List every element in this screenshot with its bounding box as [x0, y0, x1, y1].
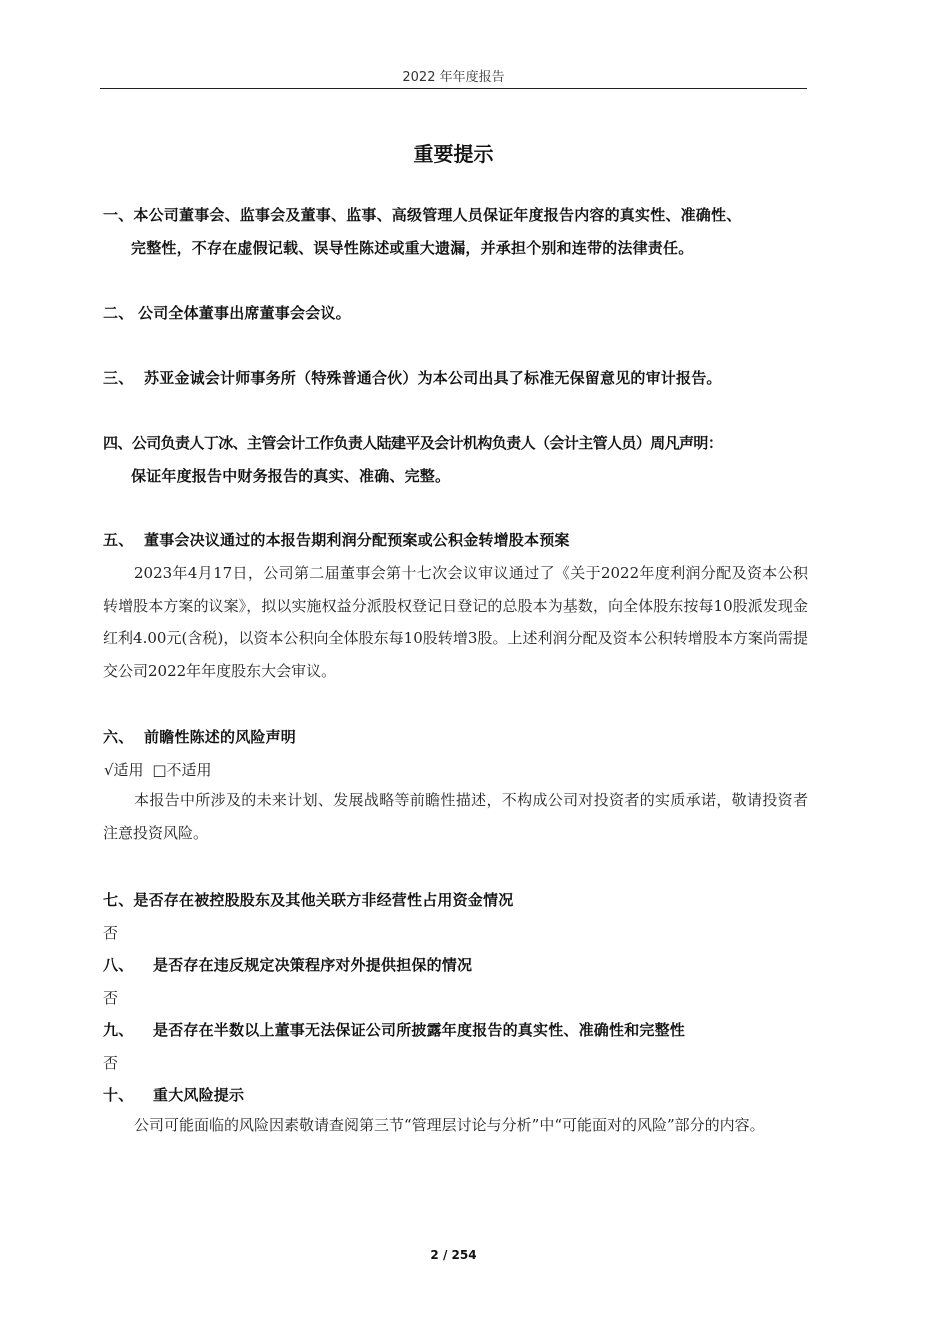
section-4-heading-cont: 保证年度报告中财务报告的真实、准确、完整。	[131, 467, 451, 485]
section-1-heading: 一、本公司董事会、监事会及董事、监事、高级管理人员保证年度报告内容的真实性、准确性、	[103, 206, 742, 224]
section-8-answer: 否	[103, 989, 119, 1007]
checkbox-applicable: √适用	[104, 761, 144, 779]
section-10-heading: 十、 重大风险提示	[103, 1086, 245, 1104]
section-5-body: 2023年4月17日，公司第二届董事会第十七次会议审议通过了《关于2022年度利润分配及资本公积转增股本方案的议案》，拟以实施权益分派股权登记日登记的总股本为基数，向全体股东按每10股派发现金红利4.00元(含税)，以资本公积向全体股东每10股转增3股。上述利润分配及资本公积转增股本方案尚需提交公司2022年年度股东大会审议。	[103, 564, 808, 680]
section-10-body: 公司可能面临的风险因素敬请查阅第三节“管理层讨论与分析”中“可能面对的风险”部分的内容。	[134, 1116, 765, 1134]
applicability-checkboxes	[104, 759, 216, 780]
page-title: 重要提示	[413, 142, 494, 166]
section-6-heading: 六、 前瞻性陈述的风险声明	[103, 728, 297, 746]
section-9-answer: 否	[103, 1054, 119, 1072]
header-rule	[100, 88, 807, 89]
section-7-answer: 否	[103, 924, 119, 942]
section-6-body: 本报告中所涉及的未来计划、发展战略等前瞻性描述，不构成公司对投资者的实质承诺，敬请投资者注意投资风险。	[103, 791, 808, 842]
section-1-heading-cont: 完整性，不存在虚假记载、误导性陈述或重大遗漏，并承担个别和连带的法律责任。	[131, 239, 694, 257]
section-4-heading: 四、公司负责人丁冰、主管会计工作负责人陆建平及会计机构负责人（会计主管人员）周凡声明：	[103, 434, 723, 452]
page-number: 2 / 254	[430, 1248, 477, 1262]
checkbox-not-applicable: □不适用	[152, 761, 212, 779]
section-5-heading: 五、 董事会决议通过的本报告期利润分配预案或公积金转增股本预案	[103, 531, 570, 549]
section-2-heading: 二、 公司全体董事出席董事会会议。	[103, 304, 351, 322]
section-3-heading: 三、 苏亚金诚会计师事务所（特殊普通合伙）为本公司出具了标准无保留意见的审计报告。	[103, 369, 722, 387]
running-header: 2022 年年度报告	[402, 70, 505, 85]
section-7-heading: 七、是否存在被控股股东及其他关联方非经营性占用资金情况	[103, 891, 514, 909]
section-8-heading: 八、 是否存在违反规定决策程序对外提供担保的情况	[103, 956, 473, 974]
section-9-heading: 九、 是否存在半数以上董事无法保证公司所披露年度报告的真实性、准确性和完整性	[103, 1021, 686, 1039]
